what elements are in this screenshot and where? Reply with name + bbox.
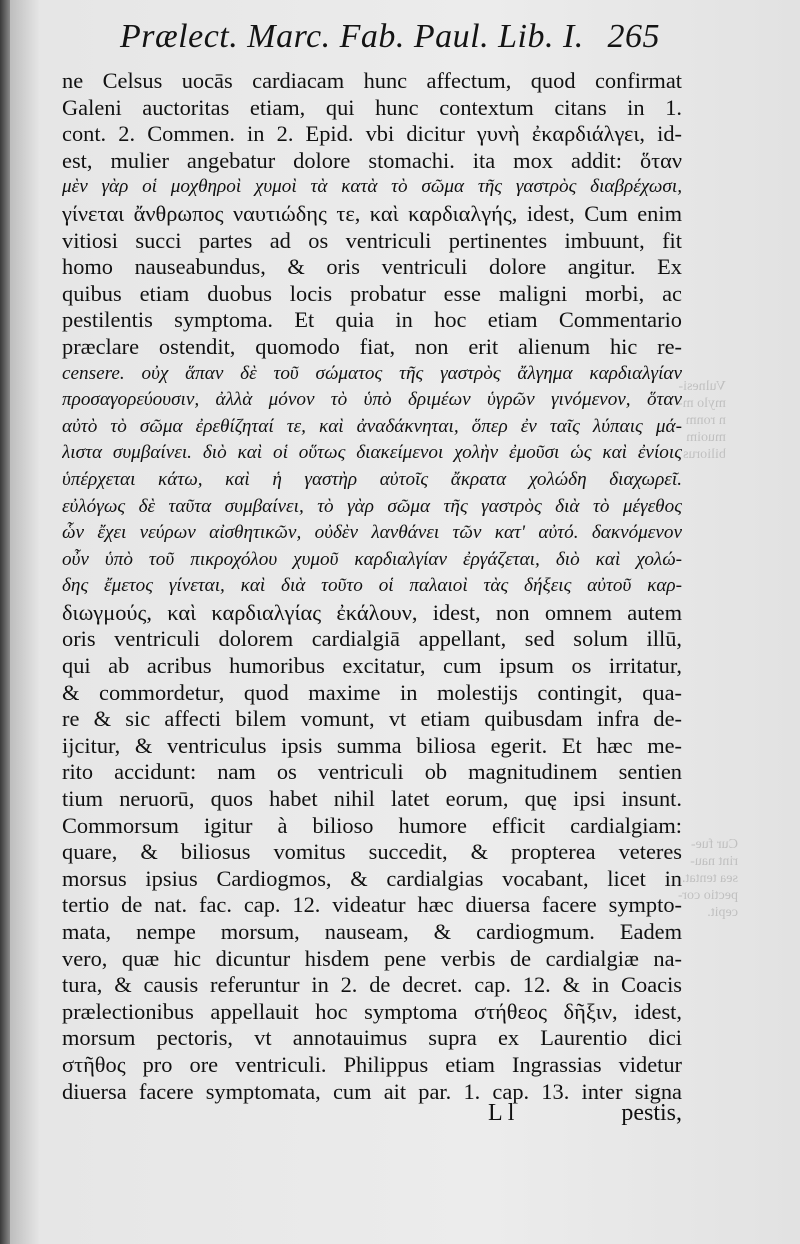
greek-text-line: προσαγορεύουσιν, ἀλλὰ μόνον τὸ ὑπὸ δριμέων ὑγρῶν γινόμενον, ὅταν [62, 389, 682, 411]
text-line: γίνεται ἄνθρωπος ναυτιώδης τε, καὶ καρδιαλγής, idest, Cum enim [62, 200, 682, 226]
main-text-block [62, 68, 682, 1105]
text-line: tura, & causis referuntur in 2. de decret. cap. 12. & in Coacis [62, 972, 682, 998]
bleed-through-note-lower [678, 836, 738, 921]
greek-text-line: εὐλόγως δὲ ταῦτα συμβαίνει, τὸ γὰρ σῶμα τῆς γαστρὸς διὰ τὸ μέγεθος [62, 495, 682, 517]
text-line: quare, & biliosus vomitus succedit, & propterea veteres [62, 839, 682, 865]
greek-text-line: ὑπέρχεται κάτω, καὶ ἡ γαστὴρ αὐτοῖς ἄκρατα χολώδη διαχωρεῖ. [62, 468, 682, 490]
greek-text-line: οὖν ὑπὸ τοῦ πικροχόλου χυμοῦ καρδιαλγίαν ἐργάζεται, διὸ καὶ χολώ- [62, 548, 682, 570]
bleed-text-line: rint nau- [690, 854, 738, 869]
text-line: cont. 2. Commen. in 2. Epid. vbi dicitur γυνὴ ἐκαρδιάλγει, id- [62, 121, 682, 147]
text-line: rito accidunt: nam os ventriculi ob magnitudinem sentien [62, 759, 682, 785]
text-line: quibus etiam duobus locis probatur esse maligni morbi, ac [62, 280, 682, 306]
bleed-text-line: mylo m- [678, 396, 726, 411]
page-number: 265 [607, 18, 660, 55]
text-line: homo nauseabundus, & oris ventriculi dolore angitur. Ex [62, 254, 682, 280]
bleed-text-line: n ronm [685, 413, 726, 428]
text-line: morsus ipsius Cardiogmos, & cardialgias vocabant, licet in [62, 865, 682, 891]
text-line: præclare ostendit, quomodo fiat, non erit alienum hic re- [62, 333, 682, 359]
bleed-text-line: muoim [686, 430, 726, 445]
text-line: oris ventriculi dolorem cardialgiā appellant, sed solum illū, [62, 626, 682, 652]
text-line: prælectionibus appellauit hoc symptoma στήθεος δῆξιν, idest, [62, 998, 682, 1024]
text-line: & commordetur, quod maxime in molestijs contingit, qua- [62, 679, 682, 705]
text-line: vitiosi succi partes ad os ventriculi pertinentes imbuunt, fit [62, 227, 682, 253]
bleed-text-line: Vulnesi- [678, 379, 726, 394]
greek-text-line: αὐτὸ τὸ σῶμα ἐρεθίζηταί τε, καὶ ἀναδάκνηται, ὅπερ ἐν ταῖς λύπαις μά- [62, 415, 682, 437]
text-line: pestilentis symptoma. Et quia in hoc etiam Commentario [62, 307, 682, 333]
text-line: Galeni auctoritas etiam, qui hunc contextum citans in 1. [62, 94, 682, 120]
text-line: re & sic affecti bilem vomunt, vt etiam quibusdam infra de- [62, 706, 682, 732]
bleed-text-line: sea tentat. [681, 871, 738, 886]
text-line: στῆθος pro ore ventriculi. Philippus etiam Ingrassias videtur [62, 1051, 682, 1077]
text-line: ne Celsus uocās cardiacam hunc affectum, quod confirmat [62, 68, 682, 93]
running-title: Prælect. Marc. Fab. Paul. Lib. I. [120, 18, 584, 55]
greek-text-line: δης ἔμετος γίνεται, καὶ διὰ τοῦτο οἱ παλαιοὶ τὰς δήξεις αὐτοῦ καρ- [62, 575, 682, 597]
bleed-through-note-upper [678, 378, 726, 463]
page-footer [62, 1100, 682, 1136]
catchword: pestis, [621, 1100, 682, 1126]
text-line: tertio de nat. fac. cap. 12. videatur hæc diuersa facere sympto- [62, 892, 682, 918]
bleed-text-line: pectio cor- [678, 888, 738, 903]
running-header [120, 18, 660, 64]
text-line: διωγμούς, καὶ καρδιαλγίας ἐκάλουν, idest, non omnem autem [62, 599, 682, 625]
bleed-text-line: biliorus [683, 447, 726, 462]
bleed-text-line: Cur fue- [690, 837, 738, 852]
text-line: Commorsum igitur à bilioso humore efficit cardialgiam: [62, 812, 682, 838]
signature-mark: L l [488, 1100, 515, 1126]
book-page [10, 0, 800, 1244]
text-line: morsum pectoris, vt annotauimus supra ex Laurentio dici [62, 1025, 682, 1051]
greek-text-line: ὧν ἔχει νεύρων αἰσθητικῶν, οὐδὲν λανθάνει τῶν κατ' αὐτό. δακνόμενον [62, 522, 682, 544]
text-line: qui ab acribus humoribus excitatur, cum ipsum os irritatur, [62, 653, 682, 679]
bleed-text-line: cepit. [707, 905, 738, 920]
greek-text-line: μὲν γὰρ οἱ μοχθηροὶ χυμοὶ τὰ κατὰ τὸ σῶμα τῆς γαστρὸς διαβρέχωσι, [62, 176, 682, 198]
greek-text-line: λιστα συμβαίνει. διὸ καὶ οἱ οὕτως διακείμενοι χολὴν ἐμοῦσι ὡς καὶ ἐνίοις [62, 442, 682, 464]
text-line: vero, quæ hic dicuntur hisdem pene verbis de cardialgiæ na- [62, 945, 682, 971]
text-line: ijcitur, & ventriculus ipsis summa biliosa egerit. Et hæc me- [62, 732, 682, 758]
text-line: est, mulier angebatur dolore stomachi. ita mox addit: ὅταν [62, 147, 682, 173]
text-line: mata, nempe morsum, nauseam, & cardiogmum. Eadem [62, 919, 682, 944]
text-line: tium neruorū, quos habet nihil latet eorum, quę ipsi insunt. [62, 786, 682, 812]
text-line: diuersa facere symptomata, cum ait par. 1. cap. 13. inter signa [62, 1078, 682, 1104]
greek-text-line: censere. οὐχ ἅπαν δὲ τοῦ σώματος τῆς γαστρὸς ἄλγημα καρδιαλγίαν [62, 362, 682, 384]
book-spine-shadow [0, 0, 10, 1244]
